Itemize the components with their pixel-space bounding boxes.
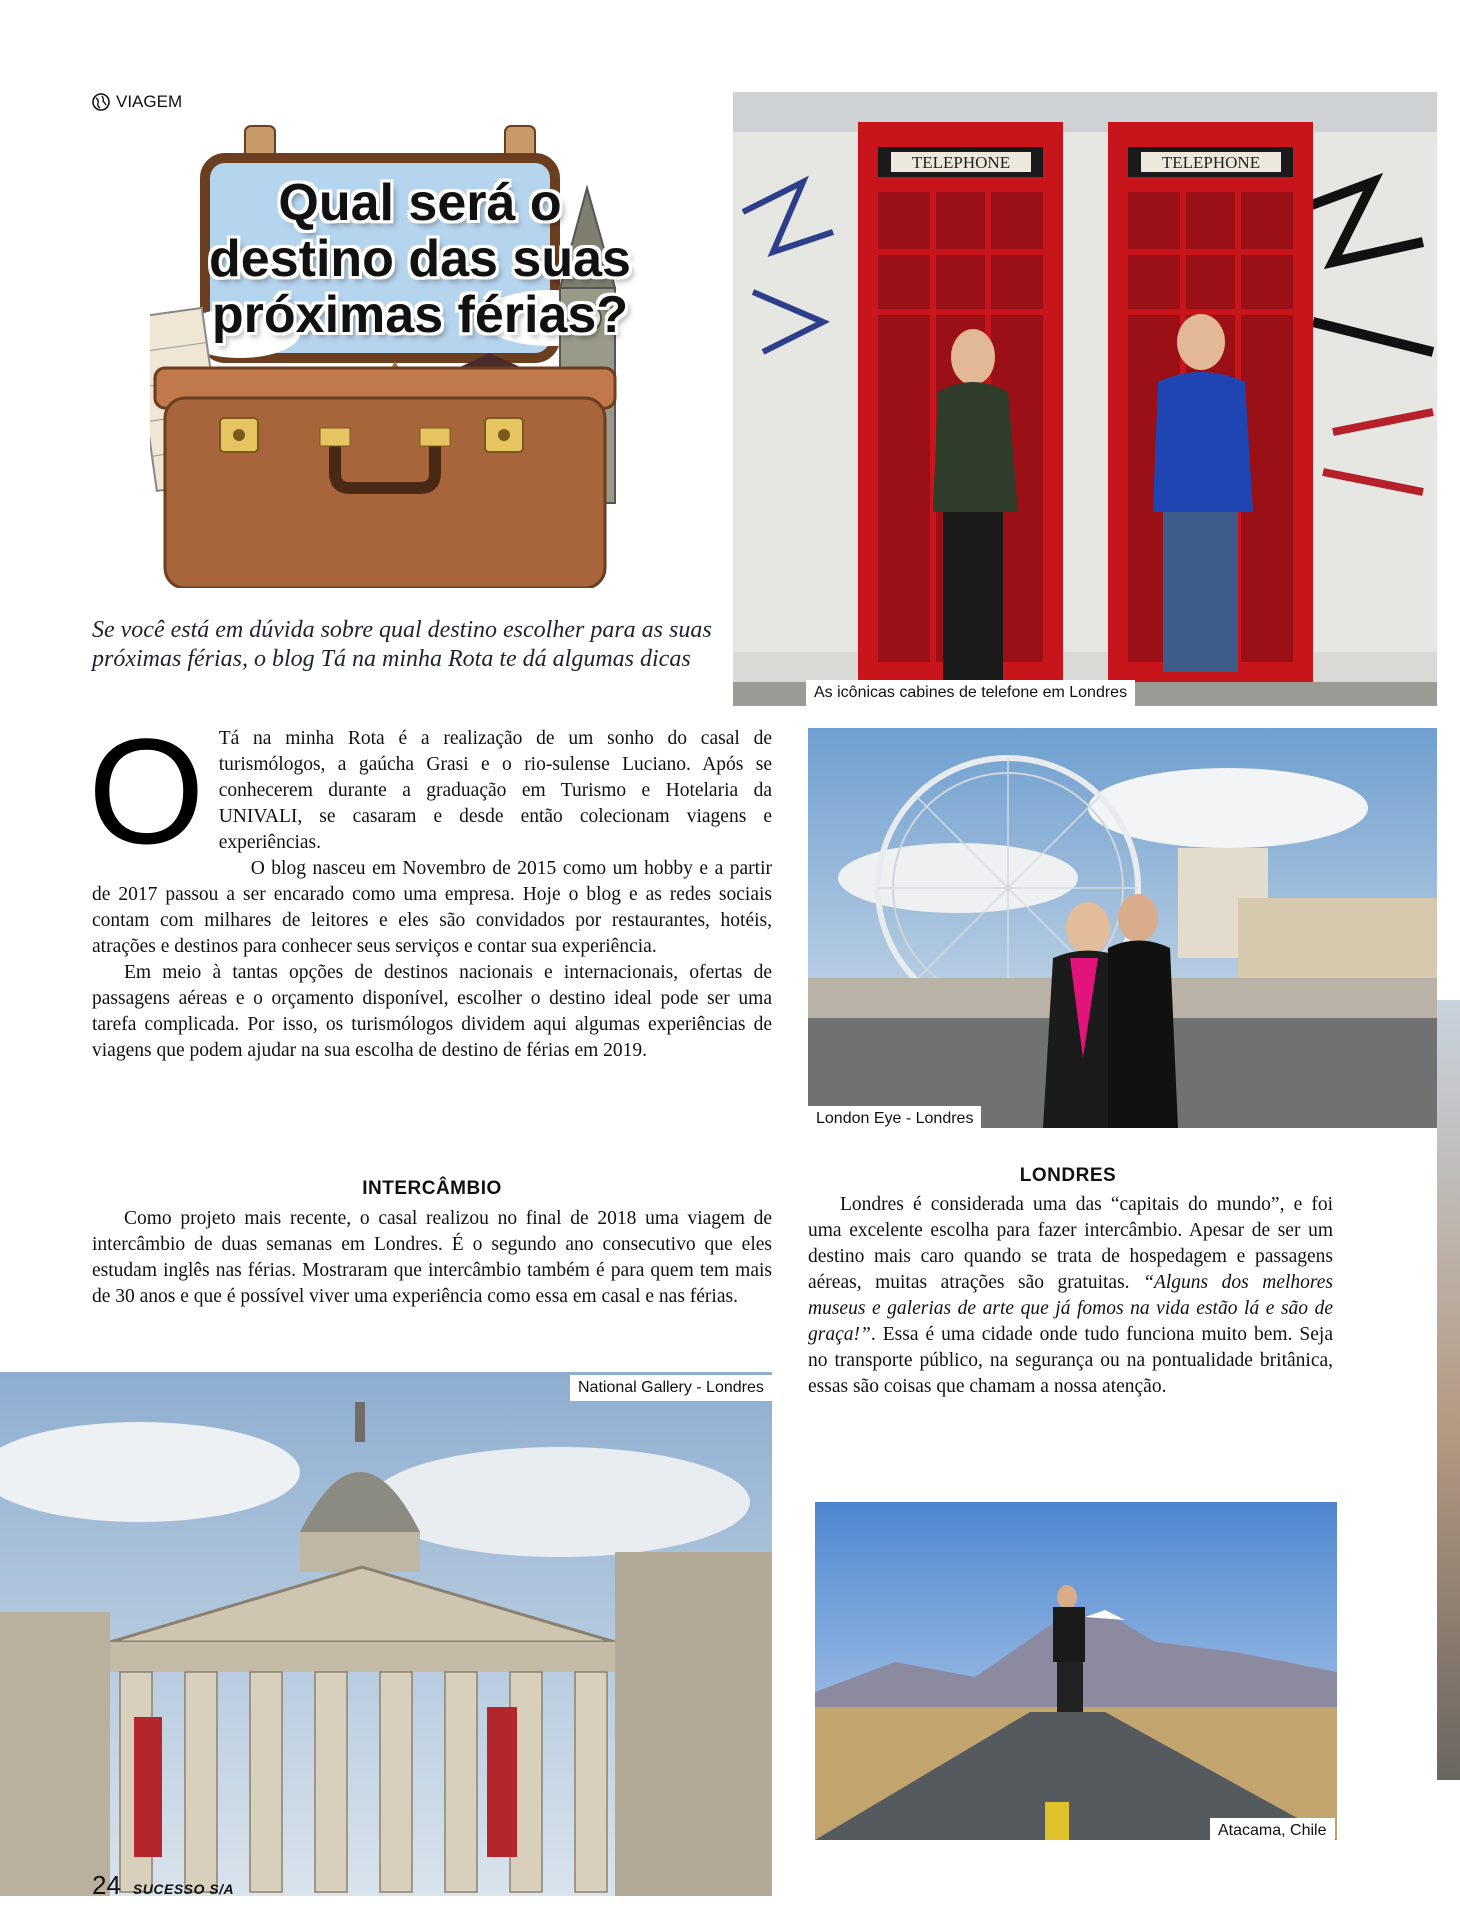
photo-london-eye: [808, 728, 1437, 1128]
drop-cap: O: [88, 707, 205, 875]
londres-paragraph: [808, 1192, 1333, 1400]
intercambio-heading: INTERCÂMBIO: [362, 1178, 502, 1199]
photo-atacama: [815, 1502, 1337, 1840]
intro-paragraph-1: Tá na minha Rota é a realização de um sonho do casal de turismólogos, a gaúcha Grasi e o rio-sulense Luciano. Após se conhecerem durante a graduação em Turismo e Hotelaria da UNIVALI, se casaram e desde então colecionam viagens e experiências.: [218, 728, 772, 853]
caption-atacama: Atacama, Chile: [1210, 1818, 1335, 1844]
booth-left-sign: TELEPHONE: [911, 153, 1011, 172]
intro-body: [88, 707, 772, 1064]
headline: [150, 175, 690, 343]
subtitle: Se você está em dúvida sobre qual destino escolher para as suas próximas férias, o blog Tá na minha Rota te dá algumas dicas: [92, 617, 712, 672]
intercambio-paragraph: Como projeto mais recente, o casal realizou no final de 2018 uma viagem de intercâmbio de duas semanas em Londres. É o segundo ano consecutivo que eles estudam inglês nas férias. Mostraram que intercâmbio também é para quem tem mais de 30 anos e que é possível viver uma experiência como essa em casal e nas férias.: [92, 1208, 772, 1307]
footer: [92, 1870, 234, 1901]
intro-paragraph-2: O blog nasceu em Novembro de 2015 como um hobby e a partir de 2017 passou a ser encarado como uma empresa. Hoje o blog e as redes sociais contam com milhares de leitores e eles são convidados por restaurantes, hotéis, atrações e destinos para conhecer seus serviços e contar sua experiência.: [92, 858, 772, 957]
magazine-name: SUCESSO S/A: [132, 1881, 235, 1897]
globe-icon: [92, 93, 110, 111]
intercambio-body: [92, 1206, 772, 1310]
londres-text-a: Londres é considerada uma das “capitais do mundo”, e foi uma excelente escolha para fazer intercâmbio. Apesar de ser um destino mais caro quando se trata de hospedagem e passagens aéreas, muitas atrações são gratuitas.: [808, 1194, 1333, 1293]
page-number: 24: [92, 1870, 121, 1900]
photo-national-gallery: [0, 1372, 772, 1896]
photo-phone-booths: [733, 92, 1437, 706]
headline-line-1: Qual será o: [278, 174, 562, 232]
booth-right-sign: TELEPHONE: [1161, 153, 1261, 172]
londres-body: [808, 1192, 1333, 1400]
londres-heading: LONDRES: [1019, 1165, 1117, 1186]
headline-line-2: destino das suas: [209, 230, 631, 288]
photo-edge-strip: [1437, 1000, 1460, 1780]
caption-phone-booths: As icônicas cabines de telefone em Londres: [806, 680, 1135, 706]
intro-paragraph-3: Em meio à tantas opções de destinos nacionais e internacionais, ofertas de passagens aéreas e o orçamento disponível, escolher o destino ideal pode ser uma tarefa complicada. Por isso, os turismólogos dividem aqui algumas experiências de viagens que podem ajudar na sua escolha de destino de férias em 2019.: [92, 962, 772, 1061]
caption-london-eye: London Eye - Londres: [808, 1106, 981, 1132]
headline-line-3: próximas férias?: [211, 286, 629, 344]
section-label: [92, 92, 182, 112]
londres-text-b: . Essa é uma cidade onde tudo funciona muito bem. Seja no transporte público, na segurança ou na pontualidade britânica, essas são coisas que chamam a nossa atenção.: [808, 1324, 1333, 1397]
section-label-text: VIAGEM: [116, 92, 183, 111]
londres-quote: “Alguns dos melhores museus e galerias de arte que já fomos na vida estão lá e são de graça!”: [808, 1272, 1334, 1345]
caption-national-gallery: National Gallery - Londres: [570, 1375, 772, 1401]
